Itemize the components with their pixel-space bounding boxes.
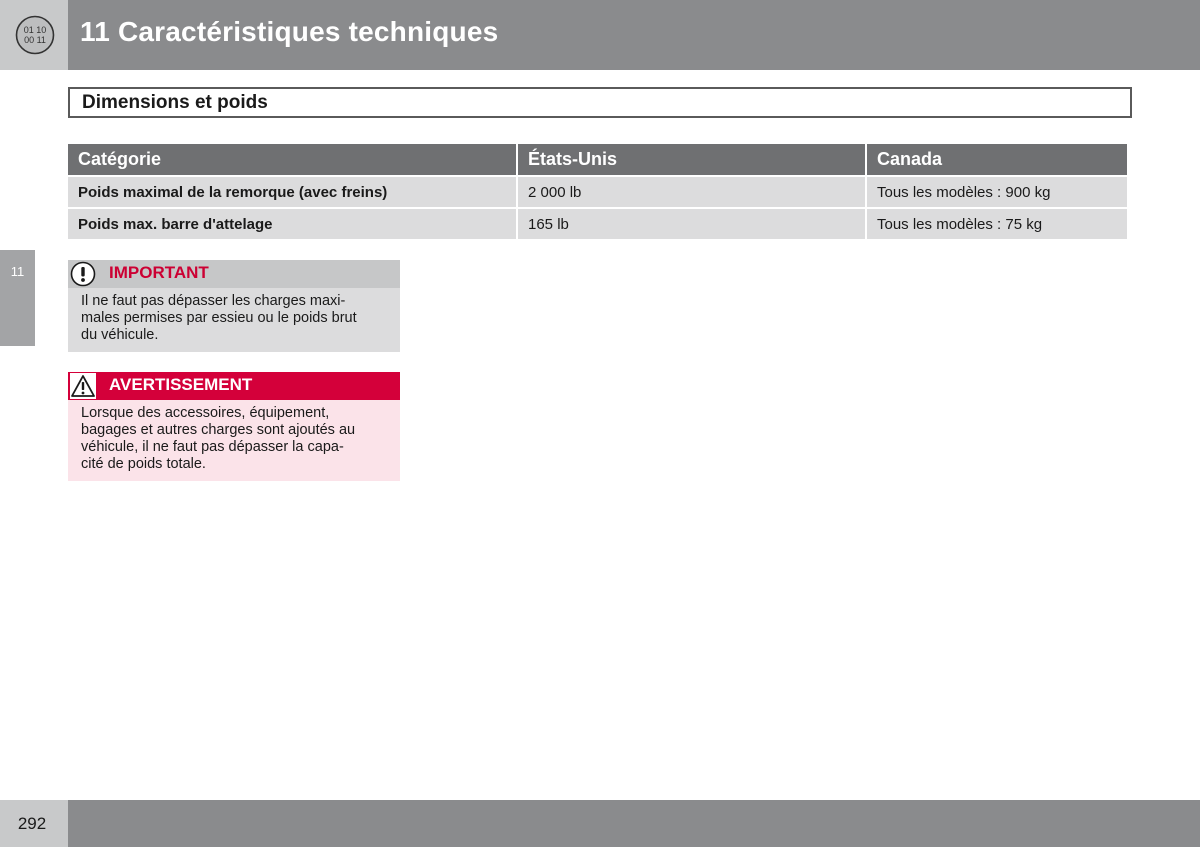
table-cell-category: Poids maximal de la remorque (avec freins): [68, 177, 516, 207]
chapter-icon-area: [0, 0, 68, 70]
footer-bar: [68, 800, 1200, 847]
warning-body: [68, 400, 400, 481]
important-title: IMPORTANT: [109, 263, 209, 282]
warning-callout-header: [68, 372, 400, 400]
table-header-row: [68, 144, 1127, 175]
table-cell-usa: 2 000 lb: [518, 177, 865, 207]
table-cell-canada: Tous les modèles : 900 kg: [867, 177, 1127, 207]
specifications-table: [66, 142, 1129, 241]
side-tab-number: 11: [10, 264, 25, 279]
page-number: 292: [17, 814, 47, 833]
icon-line-2: 00 11: [24, 35, 46, 45]
important-body: [68, 288, 400, 352]
important-line: du véhicule.: [81, 327, 159, 343]
table-cell-usa: 165 lb: [518, 209, 865, 239]
exclamation-circle-icon: [70, 261, 96, 287]
column-header-usa: États-Unis: [518, 144, 865, 175]
chapter-code-icon: [15, 15, 55, 55]
column-header-canada: Canada: [867, 144, 1127, 175]
important-callout: [68, 260, 400, 352]
table-row: [68, 209, 1127, 239]
warning-line: Lorsque des accessoires, équipement,: [81, 405, 330, 421]
table-cell-category: Poids max. barre d'attelage: [68, 209, 516, 239]
table-row: [68, 177, 1127, 207]
chapter-header: [68, 0, 1200, 70]
chapter-title: 11 Caractéristiques techniques: [80, 16, 499, 47]
table-cell-canada: Tous les modèles : 75 kg: [867, 209, 1127, 239]
section-title: Dimensions et poids: [82, 92, 268, 113]
warning-line: cité de poids totale.: [81, 456, 206, 472]
warning-callout: [68, 372, 400, 481]
warning-triangle-icon: [70, 373, 96, 399]
icon-line-1: 01 10: [23, 25, 47, 35]
section-heading-box: [68, 87, 1132, 118]
warning-line: véhicule, il ne faut pas dépasser la capa-: [81, 439, 344, 455]
important-line: males permises par essieu ou le poids brut: [81, 310, 357, 326]
important-callout-header: [68, 260, 400, 288]
warning-line: bagages et autres charges sont ajoutés au: [81, 422, 356, 438]
column-header-category: Catégorie: [68, 144, 516, 175]
warning-title: AVERTISSEMENT: [109, 375, 253, 394]
important-line: Il ne faut pas dépasser les charges maxi-: [81, 293, 346, 309]
